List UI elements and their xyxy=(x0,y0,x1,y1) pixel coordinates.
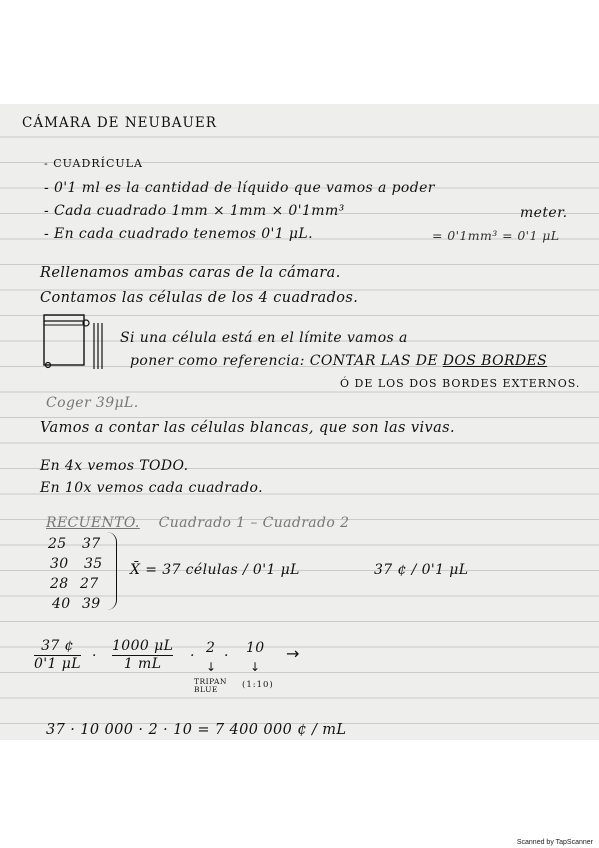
count-cell: 27 xyxy=(80,576,99,592)
arrow-right-icon: → xyxy=(286,644,300,663)
arrow-down-icon: ↓ xyxy=(206,660,217,674)
fraction-numerator: 37 ¢ xyxy=(41,638,74,654)
text-line: En 4x vemos TODO. xyxy=(40,458,189,474)
blue-line: BLUE xyxy=(194,685,218,694)
grouping-bracket xyxy=(106,532,117,610)
text-line: En 10x vemos cada cuadrado. xyxy=(40,480,263,496)
final-calculation: 37 · 10 000 · 2 · 10 = 7 400 000 ¢ / mL xyxy=(46,722,347,738)
text-line: - 0'1 ml es la cantidad de líquido que vamos a poder xyxy=(44,180,435,196)
text-line: - En cada cuadrado tenemos 0'1 μL. xyxy=(44,226,313,242)
count-cell: 40 xyxy=(52,596,71,612)
text-line xyxy=(130,353,547,369)
factor-dilution: 2 xyxy=(206,640,216,656)
text-line: meter. xyxy=(520,205,568,221)
count-cell: 30 xyxy=(50,556,69,572)
text-line: Ó DE LOS DOS BORDES EXTERNOS. xyxy=(340,377,581,390)
dilution-note: (1:10) xyxy=(242,680,274,690)
neubauer-grid-diagram xyxy=(42,313,112,373)
tripan-line: TRIPAN xyxy=(194,677,227,686)
count-cell: 25 xyxy=(48,536,67,552)
recuento-label: RECUENTO. xyxy=(46,515,140,531)
fraction-denominator: 0'1 μL xyxy=(34,656,81,672)
count-cell: 35 xyxy=(84,556,103,572)
fraction-cells xyxy=(34,638,81,672)
count-cell: 37 xyxy=(82,536,101,552)
count-cell: 39 xyxy=(82,596,101,612)
text-line: Rellenamos ambas caras de la cámara. xyxy=(40,265,341,281)
fraction-denominator: 1 mL xyxy=(123,656,162,672)
side-note: = 0'1mm³ = 0'1 μL xyxy=(432,228,560,243)
dot: · xyxy=(92,648,97,664)
recuento-heading xyxy=(46,515,349,531)
fraction-numerator: 1000 μL xyxy=(112,638,174,654)
text-line: Vamos a contar las células blancas, que son las vivas. xyxy=(40,420,456,436)
mean-value-short: 37 ¢ / 0'1 μL xyxy=(374,562,469,578)
dot: · xyxy=(224,648,229,664)
limit-text: poner como referencia: CONTAR LAS DE xyxy=(130,353,438,369)
text-line: Coger 39μL. xyxy=(46,395,139,411)
count-cell: 28 xyxy=(50,576,69,592)
fraction-volume xyxy=(112,638,173,672)
limit-underlined: DOS BORDES xyxy=(442,353,548,369)
cuadricula-heading: - CUADRÍCULA xyxy=(44,157,143,170)
scanner-watermark: Scanned by TapScanner xyxy=(516,839,593,846)
page-title: CÁMARA DE NEUBAUER xyxy=(22,115,217,131)
text-line: Contamos las células de los 4 cuadrados. xyxy=(40,290,359,306)
text-line: - Cada cuadrado 1mm × 1mm × 0'1mm³ xyxy=(44,203,345,219)
tripan-note xyxy=(194,678,227,694)
factor-ten: 10 xyxy=(246,640,265,656)
text-line: Si una célula está en el límite vamos a xyxy=(120,330,408,346)
arrow-down-icon: ↓ xyxy=(250,660,261,674)
recuento-columns: Cuadrado 1 – Cuadrado 2 xyxy=(158,515,350,531)
mean-value: X̄ = 37 células / 0'1 μL xyxy=(130,562,300,578)
dot: · xyxy=(190,648,195,664)
